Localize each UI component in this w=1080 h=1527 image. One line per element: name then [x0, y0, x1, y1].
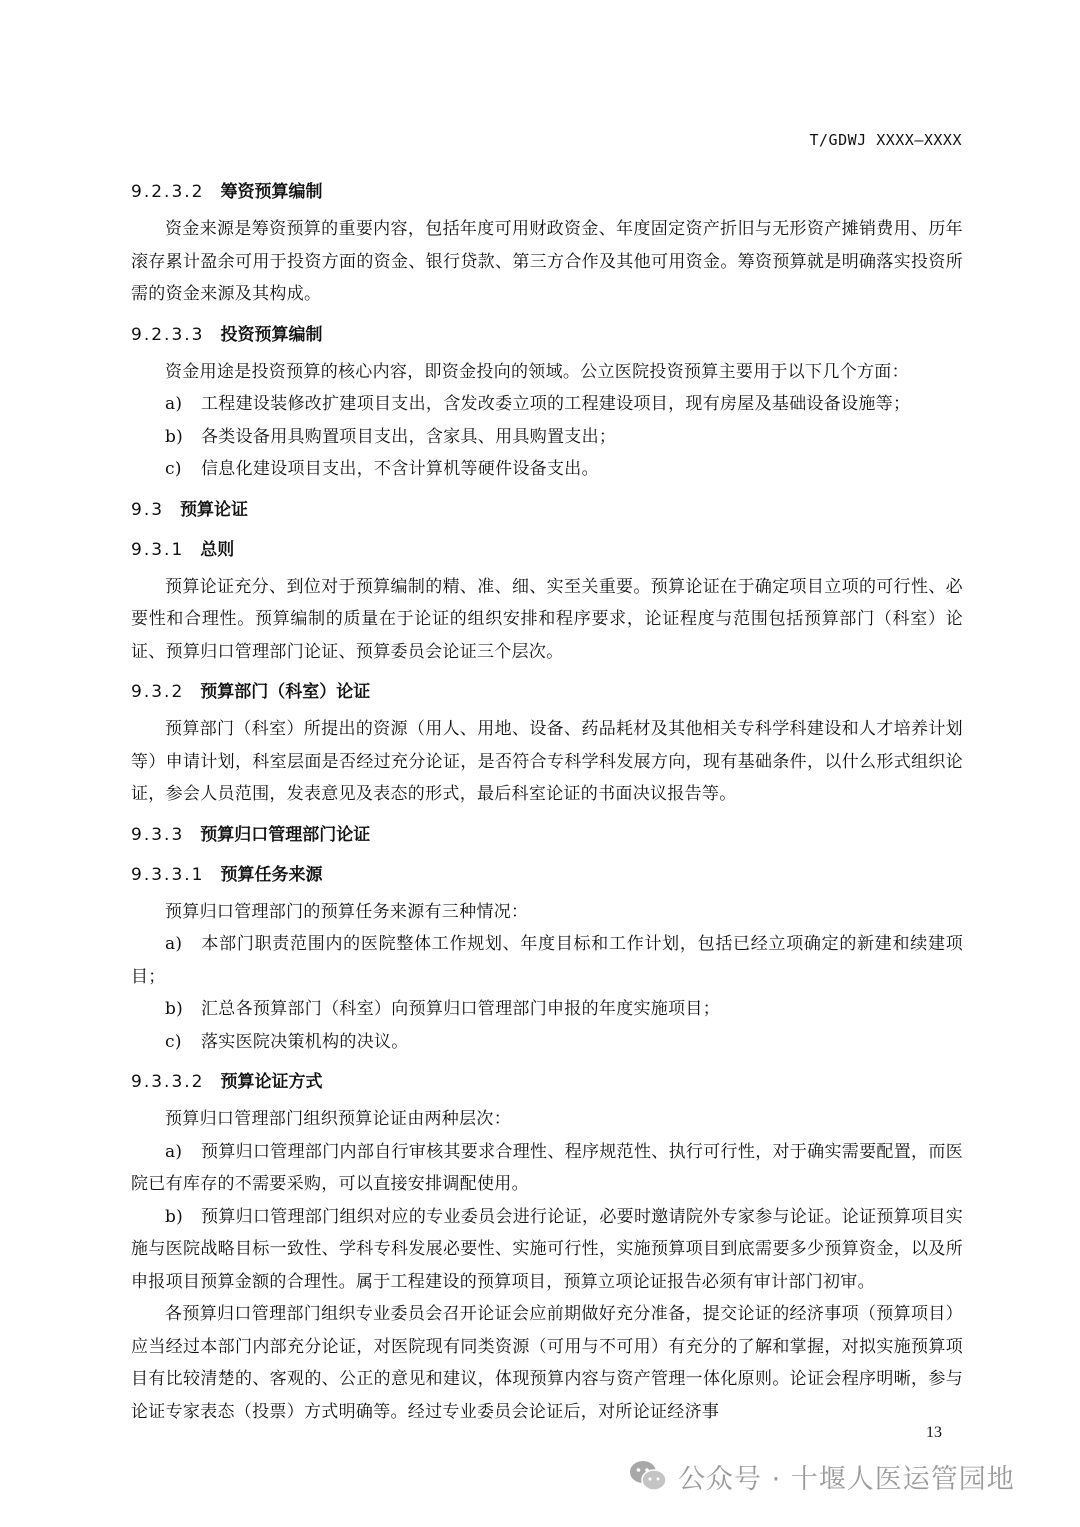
list-marker: b) — [165, 999, 184, 1019]
section-title: 预算任务来源 — [220, 864, 323, 885]
watermark-text: 公众号 · 十堰人医运管园地 — [678, 1463, 1015, 1495]
section-title: 预算论证方式 — [220, 1072, 323, 1092]
section-heading-9-3-3-1 — [131, 859, 963, 891]
list-item-text: 落实医院决策机构的决议。 — [201, 1031, 409, 1052]
section-number: 9.2.3.3 — [131, 324, 205, 345]
list-marker: c) — [165, 459, 182, 479]
list-marker: a) — [165, 1141, 183, 1162]
list-item — [131, 388, 963, 421]
section-number: 9.3.3.2 — [131, 1072, 205, 1092]
paragraph: 预算论证充分、到位对于预算编制的精、准、细、实至关重要。预算论证在于确定项目立项的可行性、必要性和合理性。预算编制的质量在于论证的组织安排和程序要求，论证程度与范围包括预算部门（科室）论证、预算归口管理部门论证、预算委员会论证三个层次。 — [131, 576, 963, 662]
page-number: 13 — [926, 1424, 942, 1441]
list-item — [131, 453, 963, 486]
section-title: 预算部门（科室）论证 — [200, 682, 371, 702]
list-item — [131, 1026, 963, 1059]
list-item-text: 预算归口管理部门组织对应的专业委员会进行论证，必要时邀请院外专家参与论证。论证预算项目实施与医院战略目标一致性、学科专科发展必要性、实施可行性，实施预算项目到底需要多少预算资金，以及所申报项目预算金额的合理性。属于工程建设的预算项目，预算立项论证报告必须有审计部门初审。 — [131, 1206, 963, 1292]
list-item — [131, 421, 963, 454]
section-title: 筹资预算编制 — [220, 182, 323, 202]
section-title: 预算归口管理部门论证 — [200, 824, 371, 845]
section-heading-9-3-2 — [131, 676, 963, 708]
document-code: T/GDWJ XXXX—XXXX — [809, 131, 962, 149]
list-marker: a) — [165, 394, 183, 414]
section-number: 9.3 — [131, 499, 165, 520]
section-heading-9-2-3-2 — [131, 176, 963, 208]
paragraph: 资金用途是投资预算的核心内容，即资金投向的领域。公立医院投资预算主要用于以下几个方面： — [165, 361, 909, 382]
section-number: 9.2.3.2 — [131, 182, 205, 202]
list-marker: b) — [165, 1206, 184, 1227]
list-item — [131, 993, 963, 1026]
list-item — [131, 1136, 963, 1201]
list-item-text: 信息化建设项目支出，不含计算机等硬件设备支出。 — [201, 459, 599, 479]
document-body — [131, 168, 963, 1428]
section-heading-9-3 — [131, 494, 963, 526]
section-title: 预算论证 — [180, 499, 249, 520]
watermark — [628, 1454, 1015, 1498]
list-item — [131, 928, 963, 993]
list-item-text: 工程建设装修改扩建项目支出，含发改委立项的工程建设项目，现有房屋及基础设备设施等； — [201, 394, 911, 414]
list-item-text: 预算归口管理部门内部自行审核其要求合理性、程序规范性、执行可行性，对于确实需要配置，而医院已有库存的不需要采购，可以直接安排调配使用。 — [131, 1141, 963, 1194]
section-heading-9-3-3-2 — [131, 1066, 963, 1098]
section-number: 9.3.3.1 — [131, 864, 205, 885]
section-heading-9-2-3-3 — [131, 319, 963, 351]
list-item — [131, 1201, 963, 1299]
section-number: 9.3.1 — [131, 539, 185, 560]
list-marker: c) — [165, 1031, 182, 1052]
paragraph: 各预算归口管理部门组织专业委员会召开论证会应前期做好充分准备，提交论证的经济事项（预算项目）应当经过本部门内部充分论证，对医院现有同类资源（可用与不可用）有充分的了解和掌握，对拟实施预算项目有比较清楚的、客观的、公正的意见和建议，体现预算内容与资产管理一体化原则。论证会程序明晰，参与论证专家表态（投票）方式明确等。经过专业委员会论证后，对所论证经济事 — [131, 1304, 963, 1422]
paragraph: 预算部门（科室）所提出的资源（用人、用地、设备、药品耗材及其他相关专科学科建设和人才培养计划等）申请计划，科室层面是否经过充分论证，是否符合专科学科发展方向，现有基础条件，以什么形式组织论证，参会人员范围，发表意见及表态的形式，最后科室论证的书面决议报告等。 — [131, 719, 963, 804]
section-title: 投资预算编制 — [220, 324, 323, 345]
paragraph: 资金来源是筹资预算的重要内容，包括年度可用财政资金、年度固定资产折旧与无形资产摊销费用、历年滚存累计盈余可用于投资方面的资金、银行贷款、第三方合作及其他可用资金。筹资预算就是明确落实投资所需的资金来源及其构成。 — [131, 219, 963, 304]
list-item-text: 汇总各预算部门（科室）向预算归口管理部门申报的年度实施项目； — [201, 999, 720, 1019]
section-heading-9-3-3 — [131, 819, 963, 851]
section-number: 9.3.3 — [131, 824, 185, 845]
wechat-icon — [628, 1459, 668, 1493]
list-item-text: 本部门职责范围内的医院整体工作规划、年度目标和工作计划，包括已经立项确定的新建和续建项目； — [131, 934, 963, 987]
paragraph: 预算归口管理部门的预算任务来源有三种情况： — [165, 901, 529, 922]
section-title: 总则 — [200, 539, 235, 560]
list-item-text: 各类设备用具购置项目支出，含家具、用具购置支出； — [201, 426, 617, 447]
section-heading-9-3-1 — [131, 534, 963, 566]
list-marker: b) — [165, 426, 184, 447]
list-marker: a) — [165, 934, 183, 954]
paragraph: 预算归口管理部门组织预算论证由两种层次： — [165, 1109, 511, 1129]
section-number: 9.3.2 — [131, 682, 185, 702]
